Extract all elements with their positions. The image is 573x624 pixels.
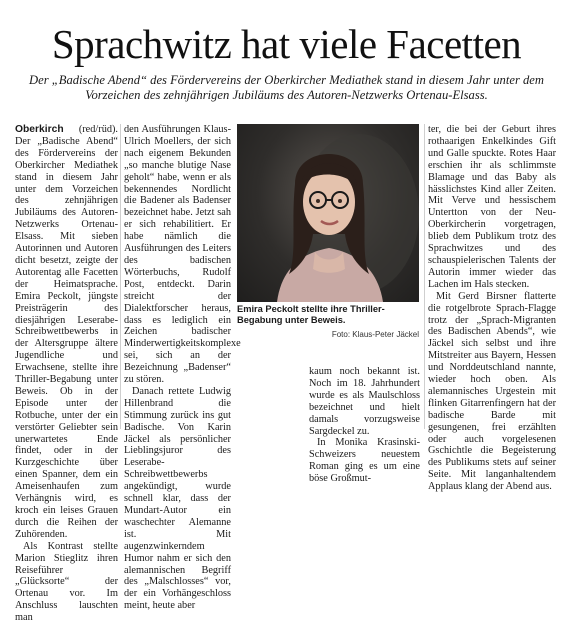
dateline: Oberkirch: [15, 124, 64, 135]
photo-credit: Foto: Klaus-Peter Jäckel: [331, 330, 419, 339]
paragraph: [15, 124, 118, 541]
article-column-4: [428, 124, 556, 493]
portrait-photo: [237, 124, 419, 302]
paragraph: den Ausführungen Klaus-Ulrich Moellers, der sich nach eigenem Bekunden „so manche blutige Nase geholt“ habe, wenn er als bekennendes Nordlicht die Badener als Badenser bezeichnet habe. Jetzt sah er sich rehabilitiert. Er habe nämlich die Ausführungen des Leiters des badischen Wörterbuchs, Rudolf Post, entdeckt. Darin streicht der Dialektforscher heraus, dass es lediglich ein Zeichen badischer Minderwertigkeitskomplexe sei, sich an der Bezeichnung „Badenser“ zu stören.: [124, 124, 241, 386]
paragraph: In Monika Krasinski-Schweizers neuestem Roman ging es um eine böse Großmut-: [309, 437, 420, 485]
column-divider: [424, 124, 425, 429]
article-column-3: [309, 366, 420, 485]
paragraph-text: (red/rüd). Der „Badische Abend“ des Fördervereins der Oberkircher Mediathek stand in diesem Jahr unter dem Vorzeichen des zehnjährigen Jubiläums des Autoren-Netzwerks Ortenau-Elsass. Mit sieben Autorinnen und Autoren dicht besetzt, zeigte der Autorentag alle Facetten der Heimatsprache. Emira Peckolt, jüngste Preisträgerin des diesjährigen Leserabe-Schreibwettbewerbs in der Altersgruppe ältere Jugendliche und Erwachsene, stellte ihre Thriller-Begabung unter Beweis. Ob in der Episode unter der Rotbuche, unter der ein verstörter Geliebter sein unerwartetes Ende findet, oder in der Kurzgeschichte über einen Spanner, dem ein Ameisenhaufen zum Verhängnis wird, es kroch ein leises Grauen durch die Reihen der Zuhörenden.: [15, 124, 118, 540]
paragraph: Als Kontrast stellte Marion Stieglitz ihren Reiseführer „Glücksorte“ der Ortenau vor. Im Anschluss lauschten man: [15, 540, 118, 624]
paragraph: kaum noch bekannt ist. Noch im 18. Jahrhundert wurde es als Maulschloss bezeichnet und hielt damals vorzugsweise Sargdeckel zu.: [309, 366, 420, 437]
paragraph: ter, die bei der Geburt ihres rothaarigen Enkelkindes Gift und Galle spuckte. Rotes Haar erschien ihr als schlimmste Blamage und das Baby als hässlichstes Kind aller Zeiten. Mit Verve und hessischem Untertton von der Neu-Oberkircherin vorgetragen, blieb dem Publikum trotz des Sprachwitzes und des schauspielerischen Talents der Autorin immer wieder das Lachen im Hals stecken.: [428, 124, 556, 290]
photo-caption: Emira Peckolt stellte ihre Thriller-Begabung unter Beweis.: [237, 304, 385, 325]
paragraph: Mit Gerd Birsner flatterte die rotgelbrote Sprach-Flagge trotz der „Sprach-Migranten des Badischen Abends“, wie Jäckel sich selbst und ihre Mitstreiter aus Bayern, Hessen und Norddeutschland nannte, wieder hoch oben. Als alemannisches Urgestein mit flinken Gitarrenfingern hat der badische Barde mit gesungenen, frei erzählten oder auch vorgelesenen Gschichtle die Begeisterung des Publikums stets auf seiner Seite. Mit langanhaltendem Applaus klang der Abend aus.: [428, 290, 556, 493]
paragraph: Danach rettete Ludwig Hillenbrand die Stimmung zurück ins gut Badische. Von Karin Jäckel als persönlicher Lieblingsjuror des Leserabe-Schreibwettbewerbs angekündigt, wurde schnell klar, dass der Mundart-Autor ein waschechter Alemanne ist. Mit augenzwinkerndem Humor nahm er sich den alemannischen Begriff des „Malschlosses“ vor, der ein Vorhängeschloss meint, heute aber: [124, 385, 231, 612]
article-column-1: [15, 124, 118, 624]
portrait-illustration: [237, 124, 419, 302]
headline: Sprachwitz hat viele Facetten: [51, 21, 522, 67]
column-divider: [120, 124, 121, 429]
article-column-2: [124, 124, 241, 612]
subheadline: Der „Badische Abend“ des Fördervereins der Oberkircher Mediathek stand in diesem Jahr unter dem Vorzeichen des zehnjährigen Jubiläums des Autoren-Netzwerks Ortenau-Elsass.: [29, 73, 544, 102]
